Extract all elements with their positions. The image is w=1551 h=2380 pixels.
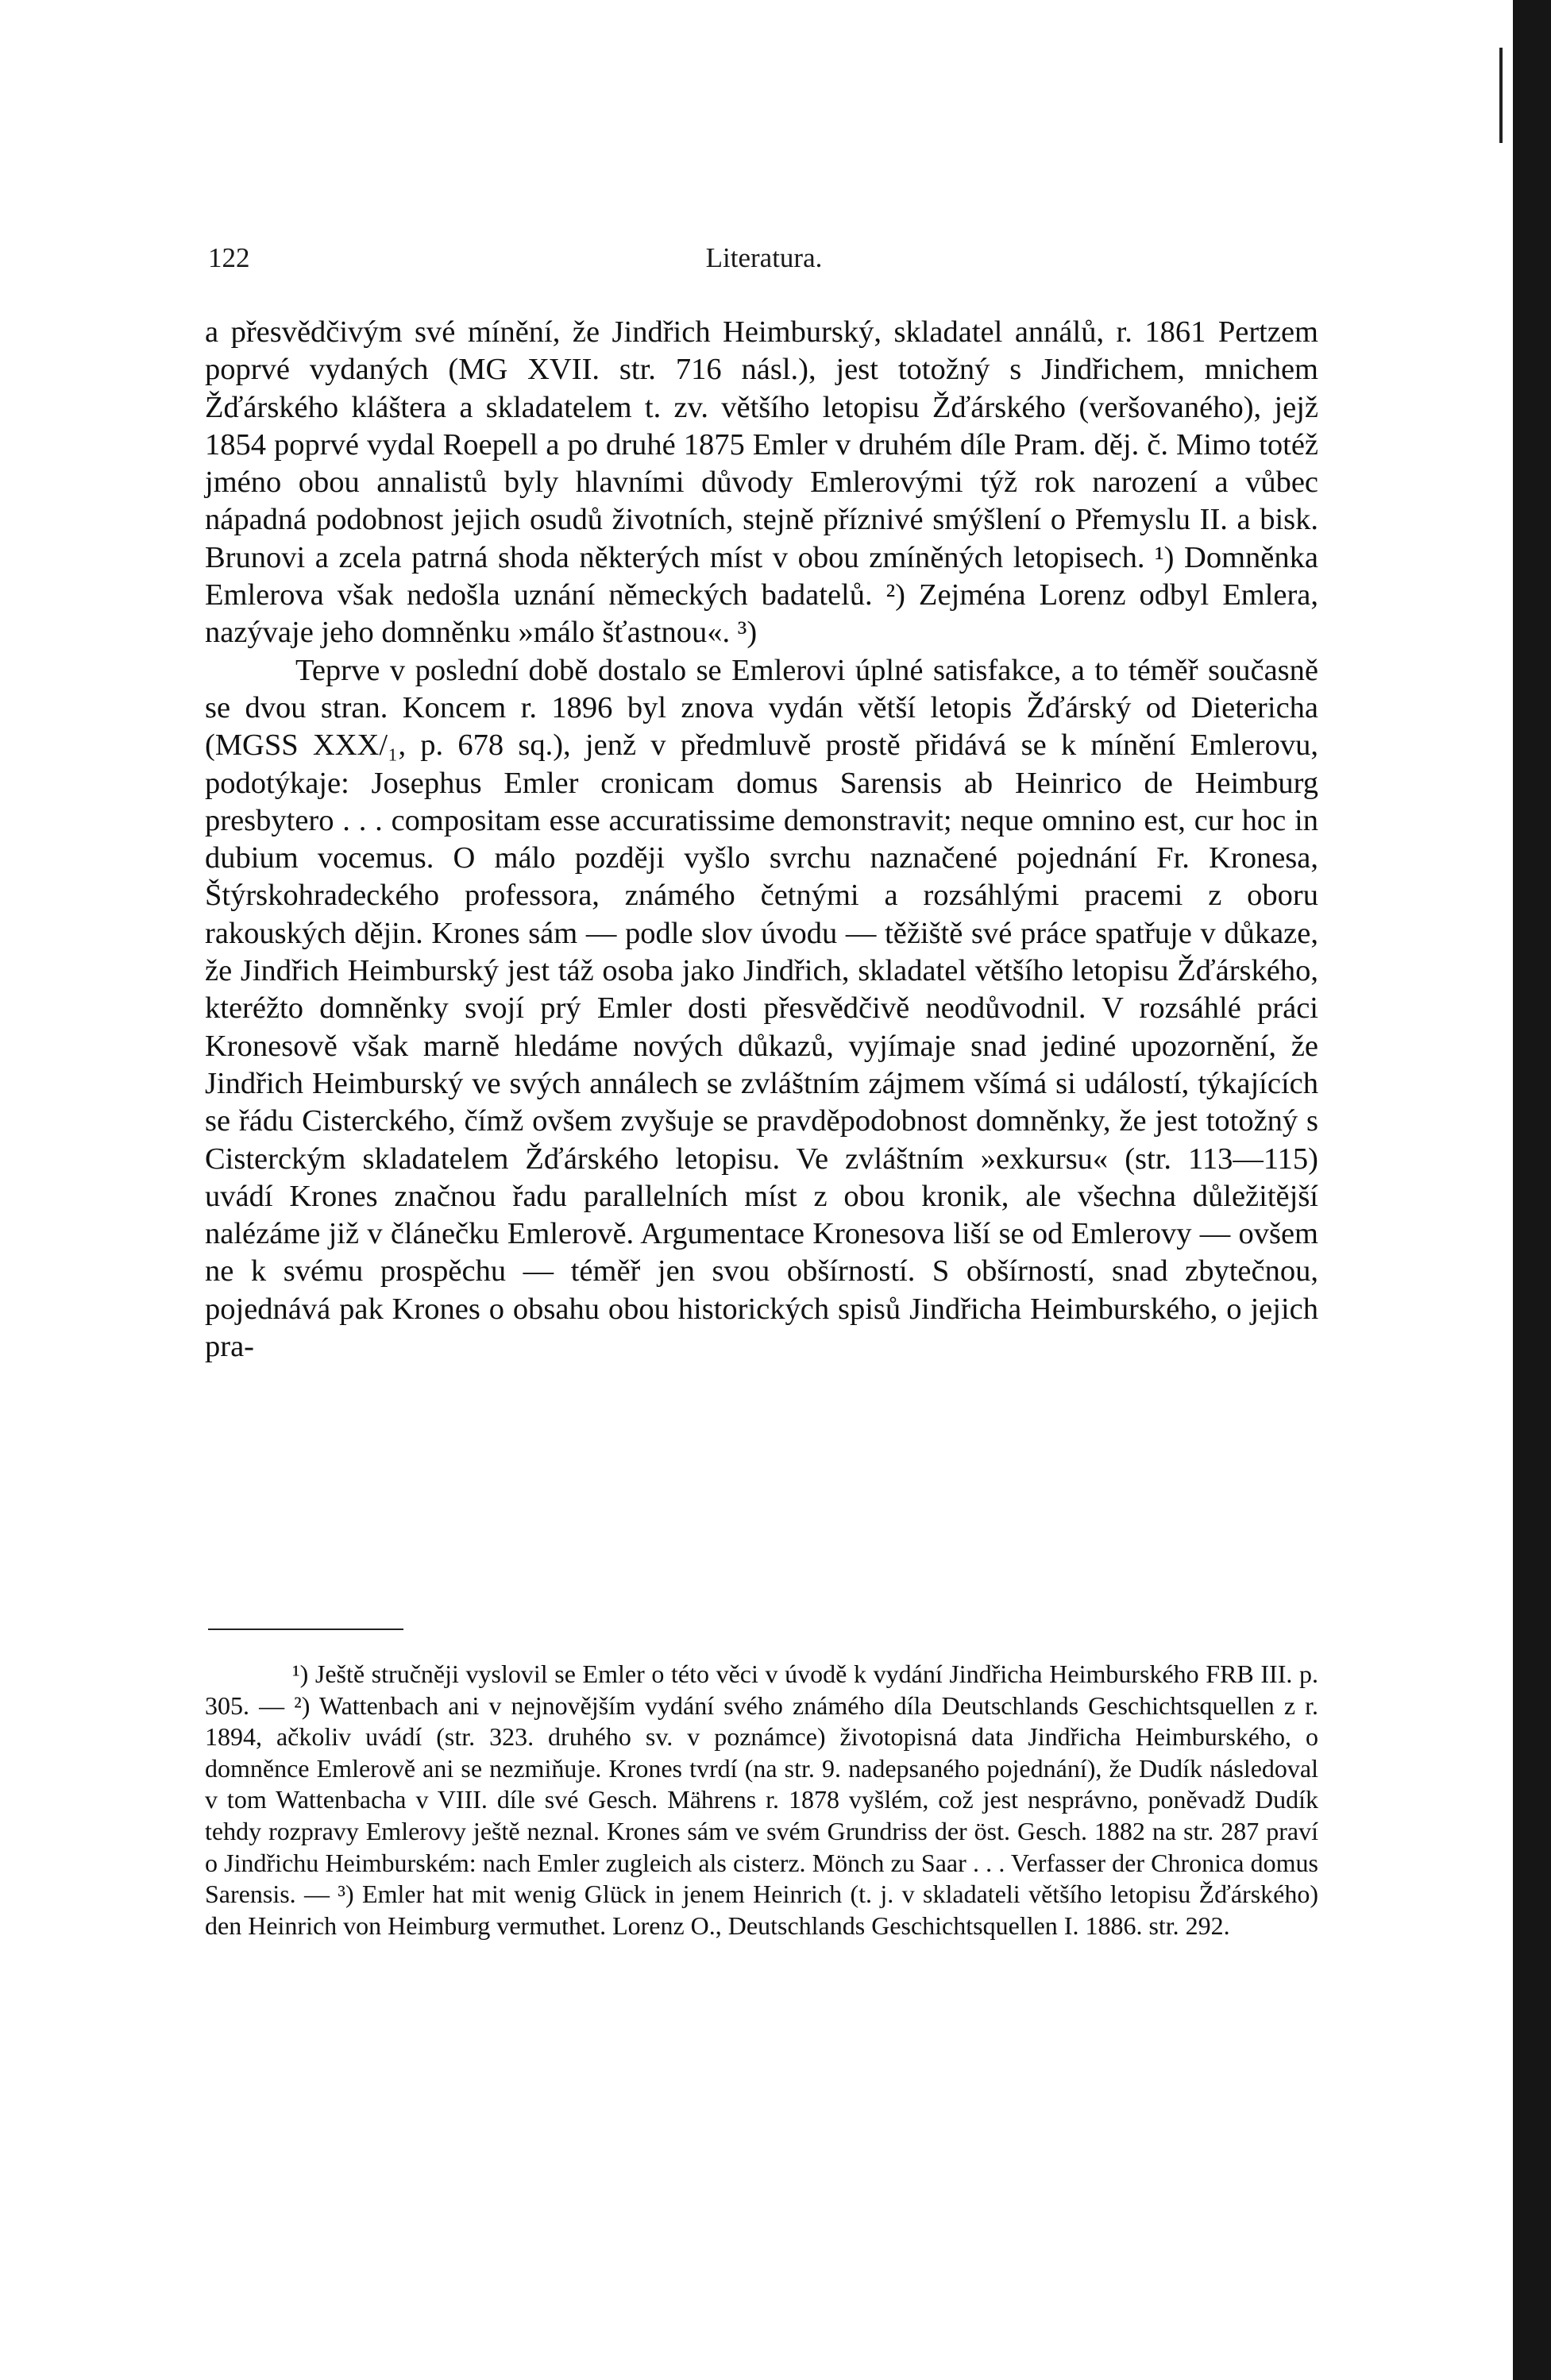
- running-title: Literatura.: [705, 242, 823, 273]
- paragraph-2: Teprve v poslední době dostalo se Emlerovi úplné satisfakce, a to téměř současně se dvou stran. Koncem r. 1896 byl znova vydán větší letopis Žďárský od Dietericha (MGSS XXX/₁, p. 678 sq.), jenž v předmluvě prostě přidává se k mínění Emlerovu, podotýkaje: Josephus Emler cronicam domus Sarensis ab Heinrico de Heimburg presbytero . . . compositam esse accuratissime demonstravit; neque omnino est, cur hoc in dubium vocemus. O málo později vyšlo svrchu naznačené pojednání Fr. Kronesa, Štýrskohradeckého professora, známého četnými a rozsáhlými pracemi z oboru rakouských dějin. Krones sám — podle slov úvodu — těžiště své práce spatřuje v důkaze, že Jindřich Heimburský jest táž osoba jako Jindřich, skladatel většího letopisu Žďárského, kteréžto domněnky svojí prý Emler dosti přesvědčivě neodůvodnil. V rozsáhlé práci Kronesově však marně hledáme nových důkazů, vyjímaje snad jediné upozornění, že Jindřich Heimburský ve svých annálech se zvláštním zájmem všímá si událostí, týkajících se řádu Cisterckého, čímž ovšem zvyšuje se pravděpodobnost domněnky, že jest totožný s Cisterckým skladatelem Žďárského letopisu. Ve zvláštním »exkursu« (str. 113—115) uvádí Krones značnou řadu parallelních míst z obou kronik, ale všechna důležitější nalézáme již v článečku Emlerově. Argumentace Kronesova liší se od Emlerovy — ovšem ne k svému prospěchu — téměř jen svou obšírností. S obšírností, snad zbytečnou, pojednává pak Krones o obsahu obou historických spisů Jindřicha Heimburského, o jejich pra-: [205, 653, 1318, 1364]
- paragraph-1: a přesvědčivým své mínění, že Jindřich Heimburský, skladatel annálů, r. 1861 Pertzem poprvé vydaných (MG XVII. str. 716 násl.), jest totožný s Jindřichem, mnichem Žďárského kláštera a skladatelem t. zv. většího letopisu Žďárského (veršovaného), jejž 1854 poprvé vydal Roepell a po druhé 1875 Emler v druhém díle Pram. děj. č. Mimo totéž jméno obou annalistů byly hlavními důvody Emlerovými týž rok narození a vůbec nápadná podobnost jejich osudů životních, stejně příznivé smýšlení o Přemyslu II. a bisk. Brunovi a zcela patrná shoda některých míst v obou zmíněných letopisech. ¹) Domněnka Emlerova však nedošla uznání německých badatelů. ²) Zejména Lorenz odbyl Emlera, nazývaje jeho domněnku »málo šťastnou«. ³): [205, 315, 1318, 650]
- footnote-separator: [208, 1629, 403, 1630]
- main-text: [205, 314, 1318, 1366]
- running-head: [208, 242, 1320, 282]
- binding-edge-line: [1499, 48, 1503, 143]
- footnotes: [205, 1659, 1318, 1941]
- footnote-text: ¹) Ještě stručněji vyslovil se Emler o této věci v úvodě k vydání Jindřicha Heimburského FRB III. p. 305. — ²) Wattenbach ani v nejnovějším vydání svého známého díla Deutschlands Geschichtsquellen z r. 1894, ačkoliv uvádí (str. 323. druhého sv. v poznámce) životopisná data Jindřicha Heimburského, o domněnce Emlerově ani se nezmiňuje. Krones tvrdí (na str. 9. nadepsaného pojednání), že Dudík následoval v tom Wattenbacha v VIII. díle své Gesch. Mährens r. 1878 vyšlém, což jest nesprávno, poněvadž Dudík tehdy rozpravy Emlerovy ještě neznal. Krones sám ve svém Grundriss der öst. Gesch. 1882 na str. 287 praví o Jindřichu Heimburském: nach Emler zugleich als cisterz. Mönch zu Saar . . . Verfasser der Chronica domus Sarensis. — ³) Emler hat mit wenig Glück in jenem Heinrich (t. j. v skladateli většího letopisu Žďárského) den Heinrich von Heimburg vermuthet. Lorenz O., Deutschlands Geschichtsquellen I. 1886. str. 292.: [205, 1659, 1318, 1940]
- page-number: 122: [208, 242, 250, 273]
